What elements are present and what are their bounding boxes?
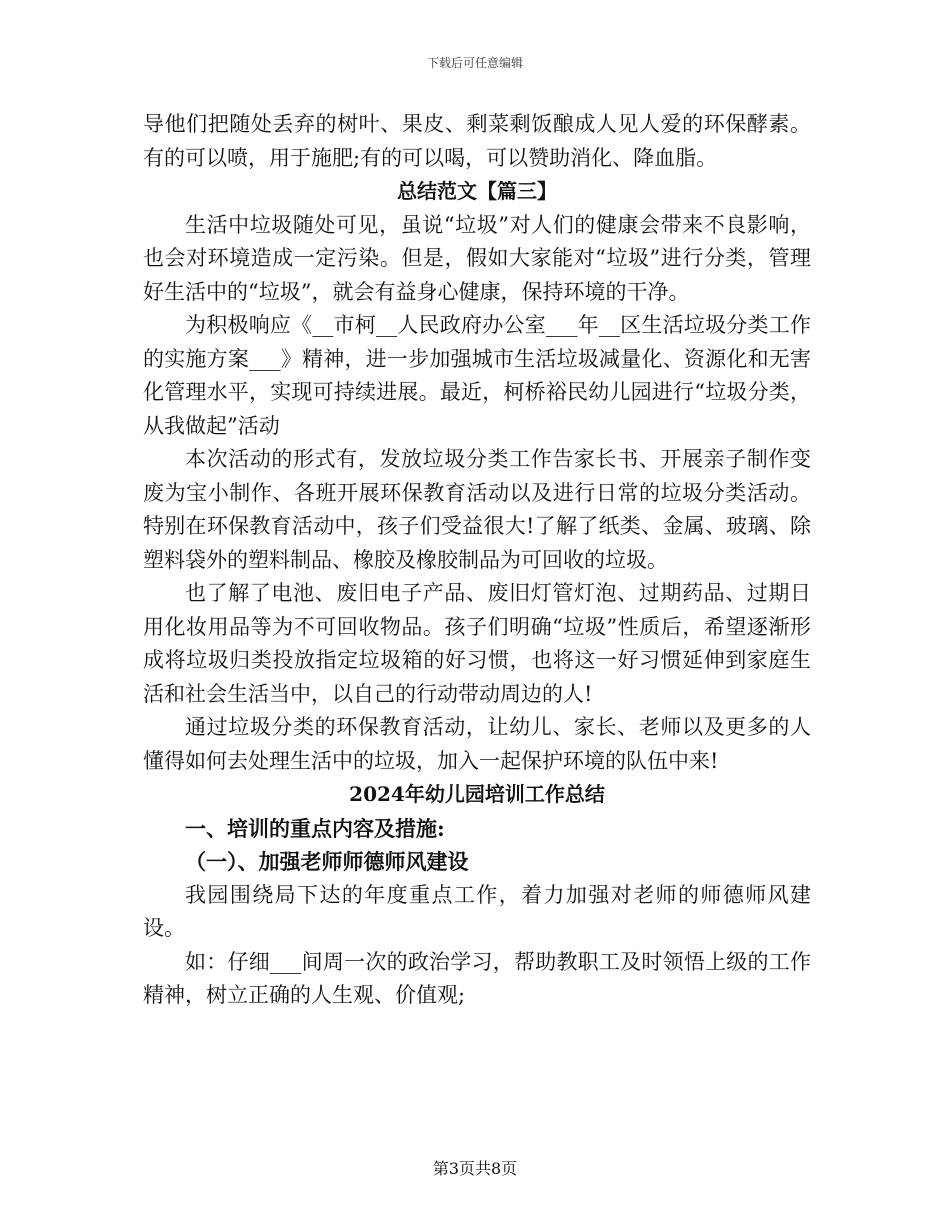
paragraph-non-recyclable: 也了解了电池、废旧电子产品、废旧灯管灯泡、过期药品、过期日用化妆用品等为不可回收物品。孩子们明确“垃圾”性质后，希望逐渐形成将垃圾归类投放指定垃圾箱的好习惯，也将这一好习惯延伸到家庭生活和社会生活当中，以自己的行动带动周边的人! (143, 581, 811, 706)
document-title-training-summary: 2024年幼儿园培训工作总结 (349, 782, 605, 806)
paragraph-continued: 导他们把随处丢弃的树叶、果皮、剩菜剩饭酿成人见人爱的环保酵素。有的可以喷，用于施肥;有的可以喝，可以赞助消化、降血脂。 (143, 112, 811, 170)
paragraph-annual-work: 我园围绕局下达的年度重点工作，着力加强对老师的师德师风建设。 (143, 882, 811, 940)
paragraph-policy-response: 为积极响应《__市柯__人民政府办公室___年__区生活垃圾分类工作的实施方案___》精神，进一步加强城市生活垃圾减量化、资源化和无害化管理水平，实现可持续进展。最近，柯桥裕民幼儿园进行“垃圾分类，从我做起”活动 (143, 313, 811, 438)
paragraph-conclusion: 通过垃圾分类的环保教育活动，让幼儿、家长、老师以及更多的人懂得如何去处理生活中的垃圾，加入一起保护环境的队伍中来! (143, 715, 811, 773)
paragraph-garbage-intro: 生活中垃圾随处可见，虽说“垃圾”对人们的健康会带来不良影响，也会对环境造成一定污染。但是，假如大家能对“垃圾”进行分类，管理好生活中的“垃圾”，就会有益身心健康，保持环境的干净。 (143, 212, 811, 304)
section-title-part-three: 总结范文【篇三】 (397, 179, 557, 203)
heading-training-focus: 一、培训的重点内容及措施: (185, 815, 445, 841)
document-body (143, 108, 811, 1013)
page-number: 第3页共8页 (432, 1159, 518, 1178)
paragraph-activity-forms: 本次活动的形式有，发放垃圾分类工作告家长书、开展亲子制作变废为宝小制作、各班开展环保教育活动以及进行日常的垃圾分类活动。特别在环保教育活动中，孩子们受益很大!了解了纸类、金属、玻璃、除塑料袋外的塑料制品、橡胶及橡胶制品为可回收的垃圾。 (143, 447, 811, 572)
page-header-note: 下载后可任意编辑 (426, 56, 523, 70)
subheading-teacher-ethics: （一）、加强老师师德师风建设 (185, 849, 469, 874)
paragraph-political-study: 如：仔细___间周一次的政治学习，帮助教职工及时领悟上级的工作精神，树立正确的人生观、价值观; (143, 949, 811, 1007)
